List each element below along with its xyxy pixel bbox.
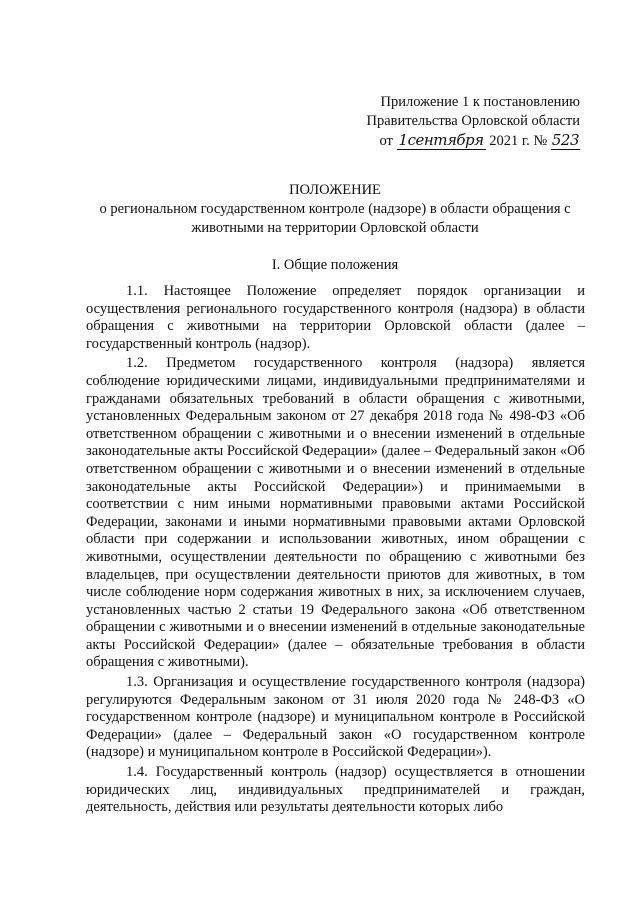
appendix-header (340, 93, 580, 151)
appendix-date-line (340, 131, 580, 151)
appendix-line-1: Приложение 1 к постановлению (380, 94, 580, 110)
appendix-from-label: от (379, 133, 393, 149)
handwritten-number: 523 (551, 131, 579, 149)
title-subtitle: о региональном государственном контроле (надзоре) в области обращения с животными на территории Орловской области (99, 201, 571, 236)
title-heading: ПОЛОЖЕНИЕ (289, 182, 381, 198)
document-title (60, 181, 610, 238)
paragraph-1-2: 1.2. Предметом государственного контроля (надзора) является соблюдение юридическими лицами, индивидуальными предпринимателями и гражданами обязательных требований в области обращения с животными, установленных Федеральным законом от 27 декабря 2018 года № 498-ФЗ «Об ответственном обращении с животными и о внесении изменений в отдельные законодательные акты Российской Федерации» (далее – Федеральный закон «Об ответственном обращении с животными и о внесении изменений в отдельные законодательные акты Российской Федерации») и принимаемыми в соответствии с ним иными нормативными правовыми актами Российской Федерации, законами и иными нормативными правовыми актами Орловской области при содержании и использовании животных, ином обращении с животными, осуществлении деятельности по обращению с животными без владельцев, при осуществлении деятельности приютов для животных, в том числе соблюдение норм содержания животных в них, за исключением случаев, установленных частью 2 статьи 19 Федерального закона «Об ответственном обращении с животными и о внесении изменений в отдельные законодательные акты Российской Федерации» (далее – обязательные требования в области обращения с животными). (86, 355, 586, 671)
paragraph-1-4: 1.4. Государственный контроль (надзор) осуществляется в отношении юридических лиц, индивидуальных предпринимателей и граждан, деятельность, действия или результаты деятельности которых либо (86, 764, 585, 816)
paragraph-1-1: 1.1. Настоящее Положение определяет порядок организации и осуществления регионального государственного контроля (надзора) в области обращения с животными на территории Орловской области (далее – государственный контроль (надзор). (86, 283, 585, 352)
document-body (86, 283, 585, 819)
appendix-line-2: Правительства Орловской области (366, 113, 580, 129)
section-heading: I. Общие положения (271, 257, 399, 273)
appendix-year-text: 2021 г. № (489, 133, 548, 149)
paragraph-1-3: 1.3. Организация и осуществление государственного контроля (надзора) регулируются Федеральным законом от 31 июля 2020 года № 248-ФЗ «О государственном контроле (надзоре) и муниципальном контроле в Российской Федерации» (далее – Федеральный закон «О государственном контроле (надзоре) и муниципальном контроле в Российской Федерации»). (86, 674, 585, 761)
handwritten-date: 1сентября (398, 131, 484, 149)
